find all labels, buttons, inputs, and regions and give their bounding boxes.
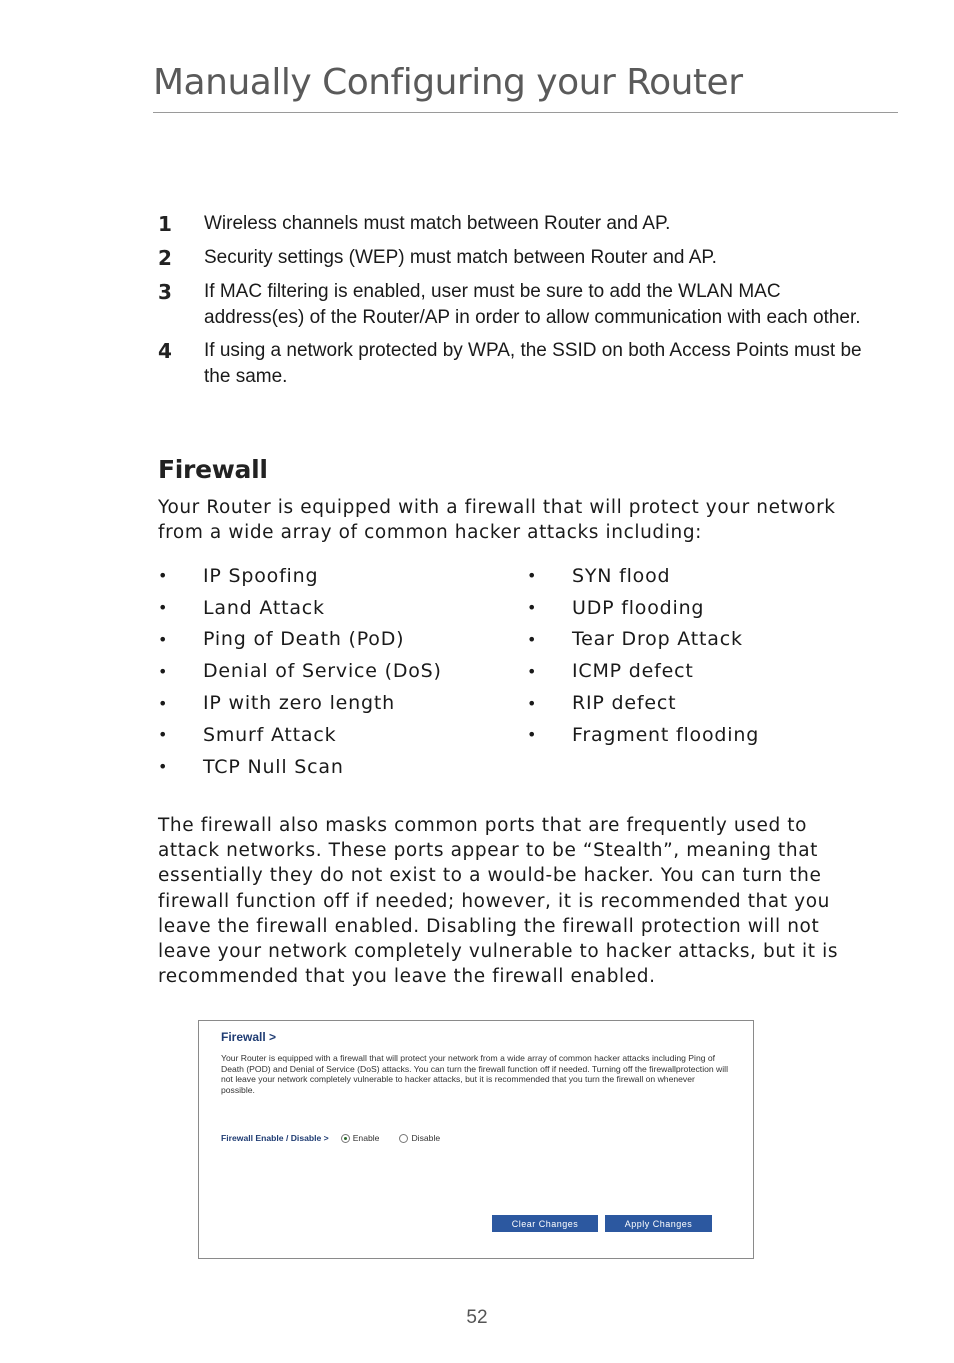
attack-label: Tear Drop Attack	[572, 628, 743, 651]
item-text: Security settings (WEP) must match between Router and AP.	[204, 247, 717, 268]
numbered-item	[158, 279, 868, 330]
attack-label: Smurf Attack	[203, 723, 337, 746]
attack-label: Denial of Service (DoS)	[203, 660, 442, 683]
bullet-icon: •	[158, 629, 169, 649]
screenshot-description: Your Router is equipped with a firewall that will protect your network from a wide array of common hacker attacks including Ping of Death (POD) and Denial of Service (DoS) attacks. You can turn the firewall function off if needed. Turning off the firewallprotection will not leave your network completely vulnerable to hacker attacks, but it is recommended that you turn the firewall on whenever possible.	[221, 1053, 728, 1095]
section-heading: Firewall	[158, 455, 268, 484]
attack-label: Ping of Death (PoD)	[203, 628, 405, 651]
attack-label: RIP defect	[572, 692, 677, 715]
bullet-icon: •	[158, 598, 169, 618]
disable-radio[interactable]	[399, 1134, 408, 1143]
body-paragraph: The firewall also masks common ports that are frequently used to attack networks. These ports appear to be “Stealth”, meaning that essentially they do not exist to a would-be hacker. You can turn the firewall function off if needed; however, it is recommended that you leave the firewall enabled. Disabling the firewall protection will not leave your network completely vulnerable to hacker attacks, but it is recommended that you leave the firewall enabled.	[158, 815, 839, 988]
list-item	[527, 687, 759, 719]
attack-label: UDP flooding	[572, 596, 705, 619]
bullet-icon: •	[527, 725, 538, 745]
disable-label[interactable]: Disable	[411, 1133, 441, 1143]
list-item	[527, 624, 759, 656]
attack-label: Fragment flooding	[572, 723, 760, 746]
bullet-icon: •	[527, 566, 538, 586]
bullet-icon: •	[527, 598, 538, 618]
bullet-icon: •	[158, 693, 169, 713]
bullet-icon: •	[527, 661, 538, 681]
bullet-icon: •	[158, 725, 169, 745]
attack-label: IP with zero length	[203, 692, 395, 715]
numbered-item	[158, 211, 868, 237]
list-item	[527, 560, 759, 592]
attack-label: IP Spoofing	[203, 564, 319, 587]
attack-list-right	[527, 560, 759, 751]
list-item	[158, 719, 442, 751]
bullet-icon: •	[158, 566, 169, 586]
title-divider	[153, 112, 898, 113]
list-item	[527, 719, 759, 751]
screenshot-title: Firewall >	[221, 1030, 277, 1044]
list-item	[158, 592, 442, 624]
firewall-screenshot	[198, 1020, 754, 1259]
attack-label: TCP Null Scan	[203, 755, 344, 778]
item-number: 4	[158, 339, 172, 363]
clear-changes-button[interactable]: Clear Changes	[492, 1215, 598, 1232]
item-number: 1	[158, 212, 172, 236]
attack-label: SYN flood	[572, 564, 671, 587]
item-text: If MAC filtering is enabled, user must be sure to add the WLAN MAC address(es) of the Router/AP in order to allow communication with each other.	[204, 281, 861, 328]
page-title: Manually Configuring your Router	[153, 62, 743, 103]
bullet-icon: •	[158, 757, 169, 777]
item-text: Wireless channels must match between Router and AP.	[204, 213, 671, 234]
item-text: If using a network protected by WPA, the SSID on both Access Points must be the same.	[204, 340, 862, 387]
enable-radio[interactable]	[341, 1134, 350, 1143]
toggle-label: Firewall Enable / Disable >	[221, 1133, 329, 1143]
numbered-item	[158, 338, 868, 389]
bullet-icon: •	[158, 661, 169, 681]
attack-label: Land Attack	[203, 596, 325, 619]
bullet-icon: •	[527, 629, 538, 649]
item-number: 2	[158, 246, 172, 270]
list-item	[527, 592, 759, 624]
bullet-icon: •	[527, 693, 538, 713]
firewall-toggle-row	[221, 1133, 460, 1143]
numbered-list	[158, 211, 868, 397]
enable-label[interactable]: Enable	[352, 1133, 380, 1143]
list-item	[158, 687, 442, 719]
list-item	[527, 655, 759, 687]
numbered-item	[158, 245, 868, 271]
item-number: 3	[158, 280, 172, 304]
list-item	[158, 560, 442, 592]
apply-changes-button[interactable]: Apply Changes	[605, 1215, 712, 1232]
list-item	[158, 624, 442, 656]
attack-label: ICMP defect	[572, 660, 694, 683]
intro-paragraph: Your Router is equipped with a firewall that will protect your network from a wide array of common hacker attacks including:	[158, 497, 836, 544]
list-item	[158, 655, 442, 687]
page-number: 52	[466, 1307, 488, 1328]
attack-list-left	[158, 560, 442, 783]
list-item	[158, 751, 442, 783]
